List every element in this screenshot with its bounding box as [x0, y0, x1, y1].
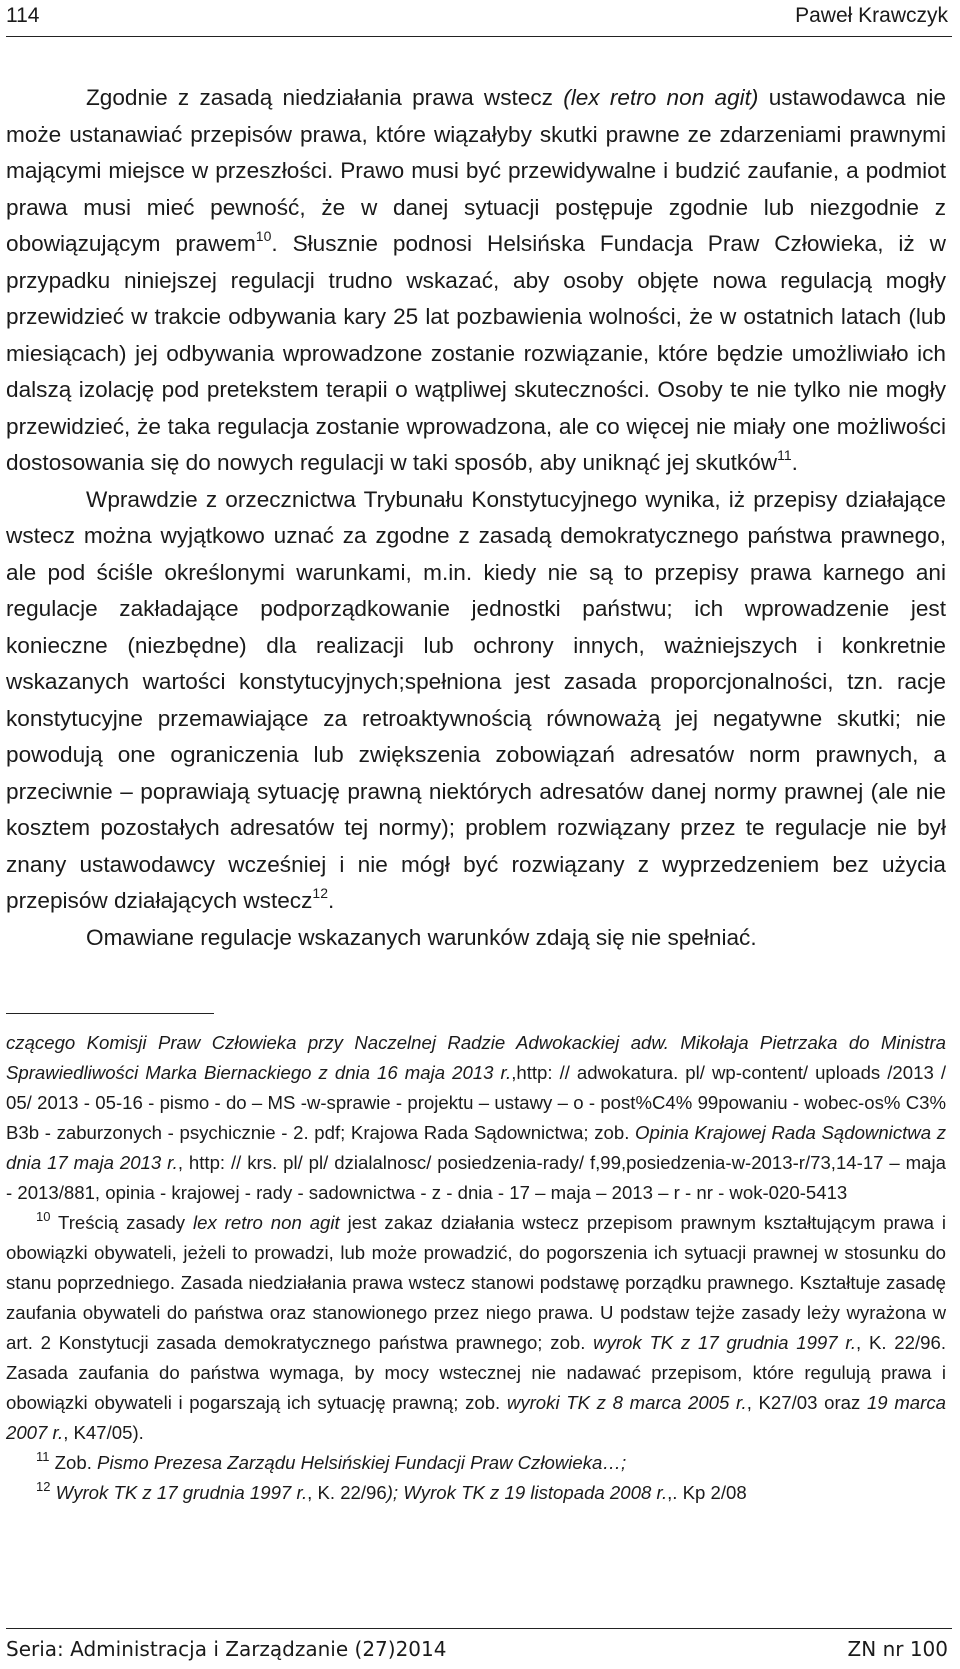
text-run: . Słusznie podnosi Helsińska Fundacja Praw Człowieka, iż w przypadku niniejszej regulacji trudno wskazać, aby osoby objęte nowa regulacją mogły przewidzieć w trakcie odbywania kary 25 lat pozbawienia wolności, że w ostatnich latach (lub miesiącach) jej odbywania wprowadzone zostanie rozwiązanie, które będzie umożliwiało ich dalszą izolację pod pretekstem terapii o wątpliwej skuteczności. Osoby te nie tylko nie mogły przewidzieć, że taka regulacja zostanie wprowadzona, ale co więcej nie miały one możliwości dostosowania się do nowych regulacji w taki sposób, aby uniknąć jej skutków [6, 231, 946, 475]
footnote-12 [6, 1478, 946, 1508]
text-run: Treścią zasady [50, 1212, 193, 1233]
footnote-ref-10[interactable]: 10 [255, 228, 272, 244]
footnote-number: 11 [36, 1449, 50, 1464]
header-rule [6, 36, 952, 37]
footnote-separator [6, 1013, 214, 1014]
text-run: , K27/03 oraz [746, 1392, 867, 1413]
footnote-continued [6, 1028, 946, 1208]
text-run: , http: // krs. pl/ pl/ dzialalnosc/ posiedzenia-rady/ f,99,posiedzenia-w-2013-r/73,14-17 – maja - 2013/881, opinia - krajowej - rady - sadownictwa - z - dnia - 17 – maja – 2013 – r - nr - wok-020-5413 [6, 1152, 946, 1203]
text-run: , K47/05). [63, 1422, 144, 1443]
text-run: , K. 22/96 [307, 1482, 387, 1503]
text-run: Wprawdzie z orzecznictwa Trybunału Konstytucyjnego wynika, iż przepisy działające wstecz można wyjątkowo uznać za zgodne z zasadą demokratycznego państwa prawnego, ale pod ściśle określonymi warunkami, m.in. kiedy nie są to przepisy prawa karnego ani regulacje zakładające podporządkowanie jednostki państwu; ich wprowadzenie jest konieczne (niezbędne) dla realizacji lub ochrony innych, ważniejszych i konkretnie wskazanych wartości konstytucyjnych;spełniona jest zasada proporcjonalności, tzn. racje konstytucyjne przemawiające za retroaktywnością równoważą jej negatywne skutki; nie powodują one ograniczenia lub zwiększenia zobowiązań adresatów norm prawnych, a przeciwnie – poprawiają sytuację prawną niektórych adresatów danej normy prawnej (ale nie kosztem pozostałych adresatów tej normy); problem rozwiązany przez te regulacje nie był znany ustawodawcy wcześniej i nie mógł być rozwiązany z wyprzedzeniem bez użycia przepisów działających wstecz [6, 486, 946, 913]
footnote-number: 10 [36, 1209, 51, 1224]
italic-citation: wyrok TK z 17 grudnia 1997 r. [593, 1332, 857, 1353]
footnote-ref-11[interactable]: 11 [777, 447, 792, 463]
text-run: , K. 22/96. Zasada zaufania do państwa wymaga, by mocy wstecznej nie nadawać przepisom, które regulują prawa i obowiązki obywateli i pogarszają ich sytuację prawną; zob. [6, 1332, 946, 1413]
italic-citation: 19 marca 2007 r. [6, 1392, 946, 1443]
page-number: 114 [6, 4, 40, 27]
text-run: . [791, 450, 798, 475]
italic-term: lex retro non agit [193, 1212, 340, 1233]
running-head-author: Paweł Krawczyk [795, 4, 948, 27]
text-run: ustawodawca nie może ustanawiać przepisów prawa, które wiązałyby skutki prawne ze zdarzeniami prawnymi mającymi miejsce w przeszłości. Prawo musi być przewidywalne i budzić zaufanie, a podmiot prawa musi mieć pewność, że w danej sytuacji postępuje zgodnie lub niezgodnie z obowiązującym prawem [6, 85, 946, 256]
footnotes [6, 1028, 946, 1508]
italic-citation: ); Wyrok TK z 19 listopada 2008 r. [386, 1482, 668, 1503]
text-run: ,. Kp 2/08 [667, 1482, 747, 1503]
footnote-ref-12[interactable]: 12 [312, 885, 328, 901]
italic-citation: Pismo Prezesa Zarządu Helsińskiej Fundacji Praw Człowieka…; [97, 1452, 627, 1473]
paragraph-1 [6, 80, 946, 482]
italic-citation: Wyrok TK z 17 grudnia 1997 r. [55, 1482, 308, 1503]
paragraph-2 [6, 482, 946, 920]
paragraph-3: Omawiane regulacje wskazanych warunków zdają się nie spełniać. [86, 924, 757, 950]
footnote-10 [6, 1208, 946, 1448]
footer-rule [6, 1628, 952, 1629]
text-run: . [327, 888, 335, 913]
italic-citation: Opinia Krajowej Rada Sądownictwa z dnia 17 maja 2013 r. [6, 1122, 946, 1173]
text-run: Zob. [49, 1452, 98, 1473]
italic-citation: czącego Komisji Praw Człowieka przy Naczelnej Radzie Adwokackiej adw. Mikołaja Pietrzaka do Ministra Sprawiedliwości Marka Biernackiego z dnia 16 maja 2013 r. [6, 1032, 946, 1083]
footnote-11 [6, 1448, 946, 1478]
text-run: Zgodnie z zasadą niedziałania prawa wstecz [86, 85, 564, 110]
italic-term: (lex retro non agit) [563, 85, 759, 110]
issue-label: ZN nr 100 [847, 1637, 948, 1661]
series-label: Seria: Administracja i Zarządzanie (27)2014 [6, 1637, 447, 1661]
main-text [6, 80, 946, 956]
text-run: ,http: // adwokatura. pl/ wp-content/ uploads /2013 / 05/ 2013 - 05-16 - pismo - do – MS -w-sprawie - projektu – ustawy – o - post%C4% 99powaniu - wobec-os% C3% B3b - zaburzonych - psychicznie - 2. pdf; Krajowa Rada Sądownictwa; zob. [6, 1062, 946, 1143]
italic-citation: wyroki TK z 8 marca 2005 r. [506, 1392, 747, 1413]
footnote-number: 12 [36, 1479, 51, 1494]
text-run: jest zakaz działania wstecz przepisom prawnym kształtującym prawa i obowiązki obywateli, jeżeli to prowadzi, lub może prowadzić, do pogorszenia ich sytuacji prawnej w stosunku do stanu poprzedniego. Zasada niedziałania prawa wstecz stanowi podstawę porządku prawnego. Kształtuje zasadę zaufania obywateli do państwa oraz stanowionego przez niego prawa. U podstaw tejże zasady leży wyrażona w art. 2 Konstytucji zasada demokratycznego państwa prawnego; zob. [6, 1212, 947, 1353]
